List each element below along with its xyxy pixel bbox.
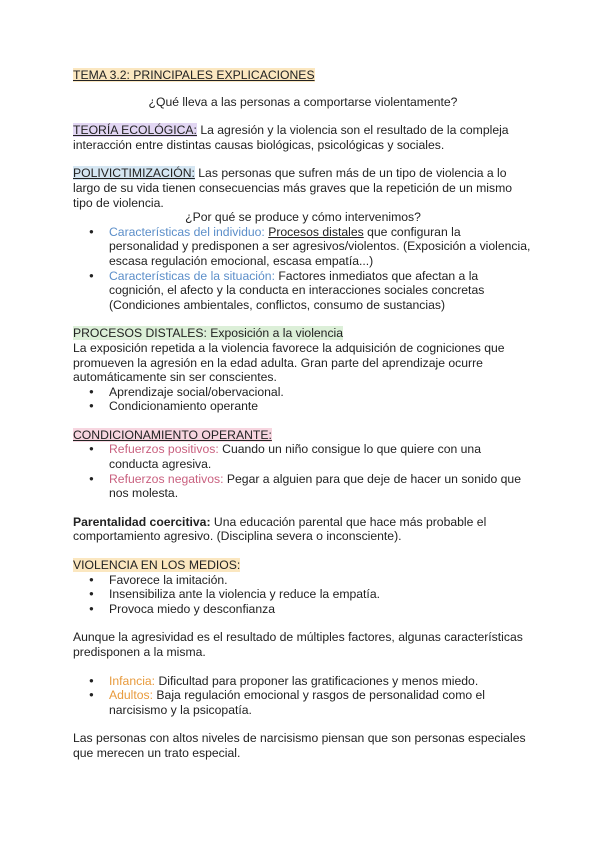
condicionamiento-list bbox=[73, 442, 533, 500]
distales-list bbox=[73, 385, 533, 414]
polivict-list bbox=[73, 225, 533, 313]
list-item: ● Favorece la imitación. bbox=[73, 573, 533, 588]
list-item: ● Aprendizaje social/obervacional. bbox=[73, 385, 533, 400]
condicionamiento-label: CONDICIONAMIENTO OPERANTE: bbox=[73, 427, 272, 442]
document-page bbox=[73, 68, 533, 761]
distales-text: La exposición repetida a la violencia favorece la adquisición de cogniciones que promueven la agresión en la edad adulta. Gran parte del aprendizaje ocurre automáticamente sin ser conscientes. bbox=[73, 340, 505, 385]
list-item: ● Provoca miedo y desconfianza bbox=[73, 602, 533, 617]
polivict-question: ¿Por qué se produce y cómo intervenimos? bbox=[185, 210, 421, 225]
distales-label: PROCESOS DISTALES: Exposición a la violencia bbox=[73, 326, 344, 341]
list-item: ● Condicionamiento operante bbox=[73, 399, 533, 414]
parentalidad-coercitiva: Parentalidad coercitiva: Una educación parental que hace más probable el comportamiento agresivo. (Disciplina severa o inconsciente). bbox=[73, 514, 487, 544]
agresividad-list bbox=[73, 674, 533, 718]
teoria-ecologica bbox=[73, 123, 533, 152]
agresividad-text: Aunque la agresividad es el resultado de múltiples factores, algunas características predisponen a la misma. bbox=[73, 630, 523, 659]
medios-list bbox=[73, 573, 533, 617]
list-item: ● Adultos: Baja regulación emocional y rasgos de personalidad como el narcisismo y la psicopatía. bbox=[73, 688, 533, 717]
polivictimizacion bbox=[73, 166, 533, 210]
condicionamiento-operante bbox=[73, 428, 533, 443]
list-item: ● Refuerzos negativos: Pegar a alguien para que deje de hacer un sonido que nos molesta. bbox=[73, 472, 533, 501]
page-title: TEMA 3.2: PRINCIPALES EXPLICACIONES bbox=[73, 68, 315, 82]
polivict-text: Las personas que sufren más de un tipo de violencia a lo largo de su vida tienen consecuencias más graves que la repetición de un mismo tipo de violencia. bbox=[73, 166, 512, 210]
procesos-distales bbox=[73, 326, 533, 341]
medios-label: VIOLENCIA EN LOS MEDIOS: bbox=[73, 558, 241, 573]
list-item: ● Infancia: Dificultad para proponer las gratificaciones y menos miedo. bbox=[73, 674, 533, 689]
list-item: ● Características de la situación: Factores inmediatos que afectan a la cognición, el afecto y la conducta en interacciones sociales concretas (Condiciones ambientales, conflictos, consumo de sustancias) bbox=[73, 269, 533, 313]
list-item: ● Características del individuo: Procesos distales que configuran la personalidad y predisponen a ser agresivos/violentos. (Exposición a violencia, escasa regulación emocional, escasa empatía...) bbox=[73, 225, 533, 269]
teoria-text: La agresión y la violencia son el resultado de la compleja interacción entre distintas causas biológicas, psicológicas y sociales. bbox=[73, 123, 509, 152]
polivict-label: POLIVICTIMIZACIÓN: bbox=[73, 166, 195, 181]
violencia-medios bbox=[73, 558, 533, 573]
main-question: ¿Qué lleva a las personas a comportarse violentamente? bbox=[148, 94, 458, 109]
teoria-label: TEORÍA ECOLÓGICA: bbox=[73, 123, 197, 138]
narcisismo-text: Las personas con altos niveles de narcisismo piensan que son personas especiales que merecen un trato especial. bbox=[73, 731, 526, 760]
list-item: ● Refuerzos positivos: Cuando un niño consigue lo que quiere con una conducta agresiva. bbox=[73, 442, 533, 471]
list-item: ● Insensibiliza ante la violencia y reduce la empatía. bbox=[73, 587, 533, 602]
